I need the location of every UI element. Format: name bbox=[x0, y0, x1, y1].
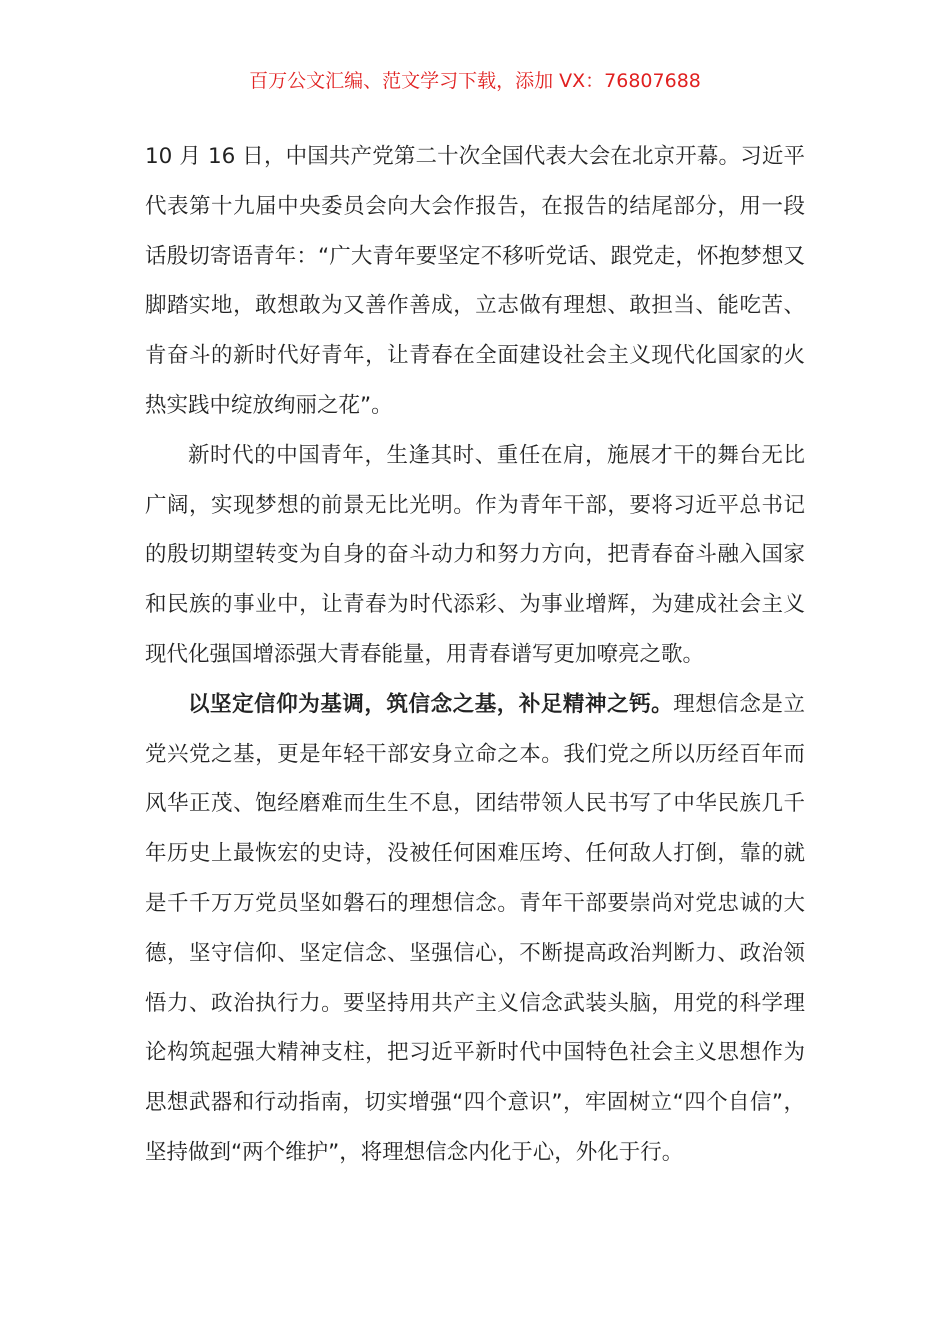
paragraph-heading: 以坚定信仰为基调，筑信念之基，补足精神之钙。 bbox=[188, 691, 674, 717]
document-body bbox=[145, 132, 805, 1178]
paragraph-new-era-youth: 新时代的中国青年，生逢其时、重任在肩，施展才干的舞台无比广阔，实现梦想的前景无比光明。作为青年干部，要将习近平总书记的殷切期望转变为自身的奋斗动力和努力方向，把青春奋斗融入国家和民族的事业中，让青春为时代添彩、为事业增辉，为建成社会主义现代化强国增添强大青春能量，用青春谱写更加嘹亮之歌。 bbox=[145, 442, 805, 667]
header-banner: 百万公文汇编、范文学习下载，添加 VX：76807688 bbox=[249, 70, 701, 92]
paragraph-firm-belief bbox=[145, 680, 805, 1178]
paragraph-body: 理想信念是立党兴党之基，更是年轻干部安身立命之本。我们党之所以历经百年而风华正茂、饱经磨难而生生不息，团结带领人民书写了中华民族几千年历史上最恢宏的史诗，没被任何困难压垮、任何敌人打倒，靠的就是千千万万党员坚如磐石的理想信念。青年干部要崇尚对党忠诚的大德，坚守信仰、坚定信念、坚强信心，不断提高政治判断力、政治领悟力、政治执行力。要坚持用共产主义信念武装头脑，用党的科学理论构筑起强大精神支柱，把习近平新时代中国特色社会主义思想作为思想武器和行动指南，切实增强“四个意识”，牢固树立“四个自信”，坚持做到“两个维护”，将理想信念内化于心，外化于行。 bbox=[145, 691, 805, 1165]
paragraph-intro: 10 月 16 日，中国共产党第二十次全国代表大会在北京开幕。习近平代表第十九届中央委员会向大会作报告，在报告的结尾部分，用一段话殷切寄语青年：“广大青年要坚定不移听党话、跟党走，怀抱梦想又脚踏实地，敢想敢为又善作善成，立志做有理想、敢担当、能吃苦、肯奋斗的新时代好青年，让青春在全面建设社会主义现代化国家的火热实践中绽放绚丽之花”。 bbox=[145, 144, 805, 418]
